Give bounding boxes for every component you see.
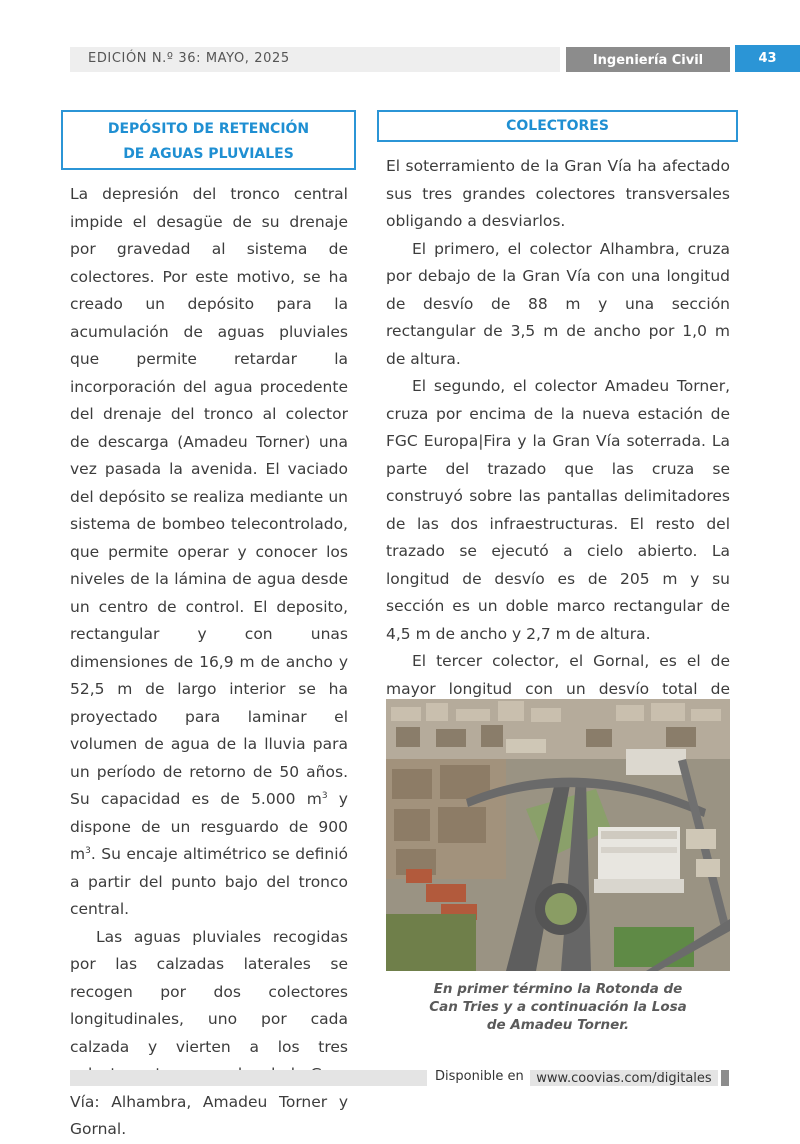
paragraph: El soterramiento de la Gran Vía ha afectado sus tres grandes colectores transversales obligando a desviarlos. bbox=[386, 157, 730, 230]
footer-label: Disponible en bbox=[435, 1069, 524, 1084]
paragraph: El tercer colector, el Gornal, es el de mayor longitud con un desvío total de bbox=[386, 652, 730, 698]
footer-end-block bbox=[721, 1070, 729, 1086]
section-title-line2: DE AGUAS PLUVIALES bbox=[123, 146, 294, 162]
paragraph: El segundo, el colector Amadeu Torner, cruza por encima de la nueva estación de FGC Europa|Fira y la Gran Vía soterrada. La parte del trazado que las cruza se construyó sobre las pantallas delimitadores de las dos infraestructuras. El resto del trazado se ejecutó a cielo abierto. La longitud de desvío es de 205 m y su sección es un doble marco rectangular de 4,5 m de ancho y 2,7 m de altura. bbox=[386, 377, 730, 643]
section-label: Ingeniería Civil bbox=[566, 47, 730, 72]
section-title-line1: DEPÓSITO DE RETENCIÓN bbox=[107, 121, 310, 137]
section-title-colectores: COLECTORES bbox=[377, 110, 738, 142]
paragraph: Las aguas pluviales recogidas por las calzadas laterales se recogen por dos colectores longitudinales, uno por cada calzada y vierten a los tres Vía: Alhambra, Amadeu Torner y Gornal. bbox=[70, 927, 348, 1138]
left-column bbox=[70, 181, 348, 1144]
paragraph: La depresión del tronco central impide el desagüe de su drenaje por gravedad al sistema de colectores. Por este motivo, se ha creado un depósito para la acumulación de aguas pluviales que permite retardar la incorporación del agua procedente del drenaje del tronco al colector de descarga (Amadeu Torner) una vez pasada la avenida. El vaciado del depósito se realiza mediante un sistema de bombeo telecontrolado, que permite operar y conocer los niveles de la lámina de agua desde un centro de control. El deposito, rectangular y con unas dimensiones de 16,9 m de ancho y 52,5 m de largo interior se ha proyectado para laminar el volumen de agua de la lluvia para un período de retorno de 50 años. Su capacidad es de 5.000 $m^3$ y dispone de un resguardo de 900 $m^3$. Su encaje altimétrico se definió a partir del punto bajo del tronco central. bbox=[70, 185, 348, 918]
caption-line: de Amadeu Torner. bbox=[486, 1017, 630, 1033]
caption-line: Can Tries y a continuación la Losa bbox=[429, 999, 687, 1015]
right-column bbox=[386, 153, 730, 758]
edition-label: EDICIÓN N.º 36: MAYO, 2025 bbox=[88, 51, 290, 66]
section-title-deposito bbox=[61, 110, 356, 170]
page-number: 43 bbox=[735, 45, 800, 72]
aerial-photo bbox=[386, 699, 730, 971]
footer-bar bbox=[70, 1070, 427, 1086]
caption-line: En primer término la Rotonda de bbox=[433, 981, 683, 997]
footer-url-link[interactable]: www.coovias.com/digitales bbox=[530, 1070, 718, 1086]
paragraph: El primero, el colector Alhambra, cruza por debajo de la Gran Vía con una longitud de desvío de 88 m y una sección rectangular de 3,5 m de ancho por 1,0 m de altura. bbox=[386, 239, 730, 368]
photo-caption bbox=[386, 980, 730, 1034]
